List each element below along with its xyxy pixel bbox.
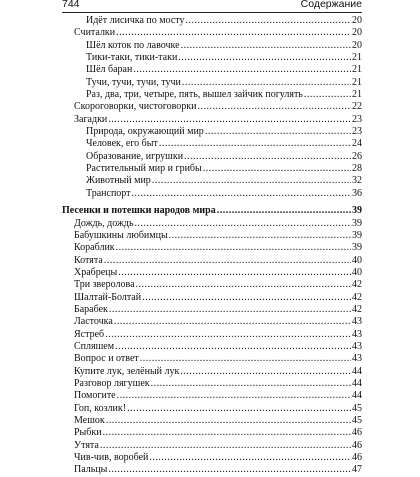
header-divider [62,12,362,13]
toc-entry-page: 42 [352,291,362,303]
toc-entry-title: Транспорт [86,187,131,199]
toc-entry-page: 39 [352,217,362,229]
toc-entry-title: Разговор лягушек [74,377,150,389]
toc-entry[interactable] [62,175,362,187]
toc-entry-page: 21 [352,64,362,76]
toc-entry-page: 43 [352,316,362,328]
dot-leader [116,27,351,39]
toc-entry-title: Три зверолова [74,279,135,291]
toc-entry-page: 43 [352,353,362,365]
toc-entry-page: 47 [352,464,362,476]
toc-entry-title: Бабушкины любимцы [74,229,168,241]
toc-entry[interactable] [62,89,362,101]
toc-entry-page: 21 [352,52,362,64]
section-title: Содержание [300,0,362,10]
toc-entry[interactable] [62,390,362,402]
toc-entry-page: 46 [352,427,362,439]
toc-entry-page: 46 [352,439,362,451]
toc-entry-title: Шёл коток по лавочке [86,39,180,51]
toc-entry[interactable] [62,304,362,316]
toc-entry[interactable] [62,440,362,452]
dot-leader [304,89,351,101]
dot-leader [159,138,351,150]
dot-leader [184,151,351,163]
toc-entry[interactable] [62,427,362,439]
toc-entry[interactable] [62,255,362,267]
toc-entry[interactable] [62,64,362,76]
toc-entry-title: Пальцы [74,464,108,476]
dot-leader [132,188,351,200]
dot-leader [109,304,351,316]
toc-entry-title: Тики-таки, тики-таки [86,52,178,64]
dot-leader [169,230,351,242]
dot-leader [118,267,351,279]
dot-leader [140,353,351,365]
toc-entry[interactable] [62,40,362,52]
dot-leader [100,440,351,452]
toc-entry[interactable] [62,114,362,126]
toc-entry-title: Ласточка [74,316,113,328]
dot-leader [142,292,351,304]
toc-entry-page: 39 [352,242,362,254]
dot-leader [106,415,351,427]
toc-entry-page: 20 [352,39,362,51]
toc-entry[interactable] [62,378,362,390]
toc-entry-title: Загадки [74,113,108,125]
toc-entry-page: 40 [352,254,362,266]
toc-entry-page: 20 [352,15,362,26]
toc-entry-page: 23 [352,126,362,138]
toc-entry-title: Чив-чив, воробей [74,452,149,464]
toc-entry-page: 32 [352,175,362,187]
toc-entry-title: Человек, его быт [86,138,158,150]
toc-entry[interactable] [62,452,362,464]
toc-entry[interactable] [62,316,362,328]
toc-entry-title: Растительный мир и грибы [86,163,202,175]
toc-entry[interactable] [62,27,362,39]
toc-entry-page: 45 [352,415,362,426]
dot-leader [127,403,351,415]
toc-entry[interactable] [62,218,362,230]
toc-entry-page: 42 [352,303,362,315]
dot-leader [133,64,351,76]
toc-entry-title: Песенки и потешки народов мира [62,205,216,217]
dot-leader [103,427,351,439]
toc-entry-page: 40 [352,266,362,278]
toc-entry-page: 43 [352,328,362,340]
dot-leader [135,218,351,230]
dot-leader [178,52,351,64]
toc-entry-page: 44 [352,377,362,389]
dot-leader [114,316,351,328]
toc-entry-page: 44 [352,390,362,402]
toc-entry-page: 45 [352,402,362,414]
toc-entry-page: 46 [352,452,362,464]
toc-entry-title: Гоп, козлик! [74,402,127,414]
toc-entry-title: Шалтай-Болтай [74,291,142,303]
dot-leader [180,366,351,378]
toc-entry[interactable] [62,464,362,476]
table-of-contents [62,15,362,477]
toc-entry-page: 26 [352,150,362,162]
toc-entry-page: 43 [352,340,362,352]
toc-entry-title: Природа, окружающий мир [86,126,204,138]
toc-entry-title: Купите лук, зелёный лук [74,365,180,377]
dot-leader [108,114,351,126]
toc-entry-page: 39 [352,205,362,217]
dot-leader [181,40,351,52]
toc-entry-page: 22 [352,101,362,113]
dot-leader [217,205,351,217]
toc-entry-title: Рыбки [74,427,102,439]
dot-leader [136,279,351,291]
toc-entry[interactable] [62,101,362,113]
toc-entry-page: 42 [352,279,362,291]
toc-entry[interactable] [62,15,362,27]
toc-entry[interactable] [62,138,362,150]
toc-entry-title: Скороговорки, чистоговорки [74,101,197,113]
toc-entry-title: Утята [74,439,99,451]
toc-entry-page: 21 [352,76,362,88]
toc-entry-title: Кораблик [74,242,115,254]
toc-entry-page: 24 [352,138,362,150]
dot-leader [198,101,351,113]
toc-entry[interactable] [62,230,362,242]
toc-entry-title: Спляшем [74,340,115,352]
toc-entry-title: Считалки [74,27,116,39]
dot-leader [205,126,351,138]
toc-entry[interactable] [62,415,362,427]
toc-entry[interactable] [62,292,362,304]
toc-entry[interactable] [62,126,362,138]
dot-leader [182,77,351,89]
dot-leader [115,341,351,353]
toc-entry[interactable] [62,329,362,341]
toc-entry[interactable] [62,188,362,200]
toc-entry-title: Вопрос и ответ [74,353,139,365]
toc-entry[interactable] [62,403,362,415]
toc-entry[interactable] [62,279,362,291]
dot-leader [117,390,351,402]
toc-entry[interactable] [62,341,362,353]
toc-entry-page: 21 [352,89,362,101]
toc-entry-title: Тучи, тучи, тучи, тучи [86,76,181,88]
toc-entry[interactable] [62,205,362,217]
toc-entry-title: Мешок [74,415,105,426]
page-number: 744 [62,0,80,10]
toc-entry[interactable] [62,366,362,378]
toc-entry-title: Образование, игрушки [86,150,184,162]
toc-entry[interactable] [62,77,362,89]
toc-entry-page: 36 [352,187,362,199]
toc-entry-title: Храбрецы [74,266,118,278]
dot-leader [116,242,351,254]
toc-entry[interactable] [62,151,362,163]
dot-leader [186,15,351,27]
toc-entry-title: Котята [74,254,103,266]
toc-entry-page: 39 [352,229,362,241]
toc-entry[interactable] [62,52,362,64]
dot-leader [203,163,351,175]
toc-entry-title: Барабек [74,303,108,315]
toc-entry-page: 20 [352,27,362,39]
toc-entry[interactable] [62,353,362,365]
toc-entry[interactable] [62,267,362,279]
dot-leader [108,464,351,476]
dot-leader [149,452,351,464]
toc-entry-page: 28 [352,163,362,175]
toc-entry-title: Ястреб [74,328,105,340]
dot-leader [151,378,351,390]
dot-leader [152,175,351,187]
toc-entry-title: Шёл баран [86,64,133,76]
toc-entry-title: Идёт лисичка по мосту [86,15,185,26]
dot-leader [105,329,351,341]
toc-entry-title: Дождь, дождь [74,217,134,229]
toc-entry[interactable] [62,242,362,254]
toc-entry-title: Животный мир [86,175,151,187]
toc-entry-title: Помогите [74,390,116,402]
toc-entry-page: 23 [352,113,362,125]
toc-entry-page: 44 [352,365,362,377]
dot-leader [104,255,351,267]
toc-entry-title: Раз, два, три, четыре, пять, вышел зайчик погулять [86,89,303,101]
toc-entry[interactable] [62,163,362,175]
